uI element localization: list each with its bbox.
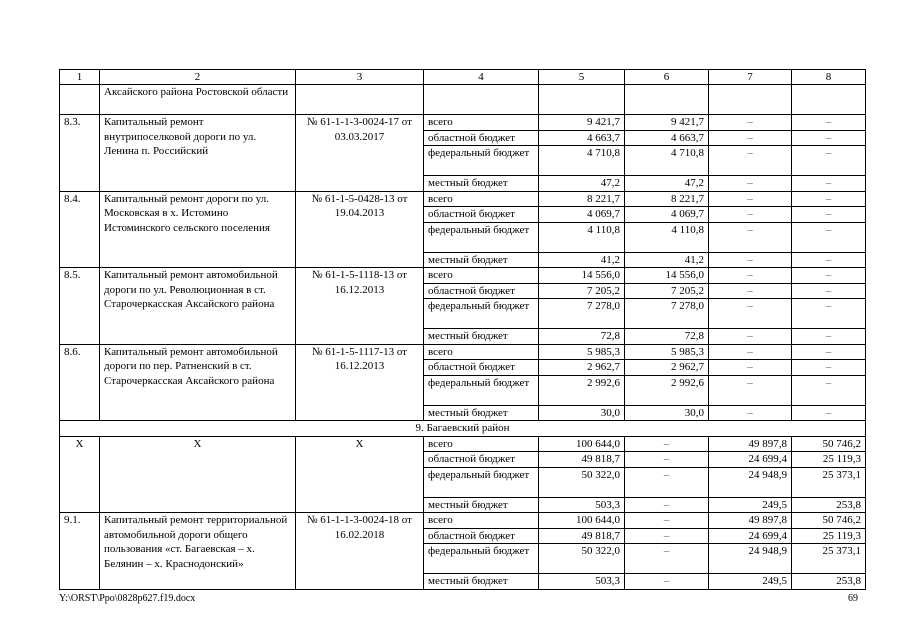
value-col5: 14 556,0	[539, 268, 625, 284]
value-col8: 50 746,2	[792, 436, 866, 452]
item-document: № 61-1-1-3-0024-18 от 16.02.2018	[296, 513, 424, 590]
value-col8: –	[792, 329, 866, 345]
value-col6: 7 205,2	[625, 283, 709, 299]
value-col5: 50 322,0	[539, 467, 625, 497]
value-col5: 9 421,7	[539, 115, 625, 131]
header-cell: 2	[100, 70, 296, 85]
header-cell: 8	[792, 70, 866, 85]
item-document: № 61-1-5-1117-13 от 16.12.2013	[296, 344, 424, 421]
value-col7: 249,5	[709, 574, 792, 590]
funding-source: областной бюджет	[424, 207, 539, 223]
item-document: № 61-1-5-1118-13 от 16.12.2013	[296, 268, 424, 345]
value-col7: 24 948,9	[709, 467, 792, 497]
funding-source: областной бюджет	[424, 528, 539, 544]
funding-source: областной бюджет	[424, 283, 539, 299]
value-col6: 47,2	[625, 176, 709, 192]
value-col6: 7 278,0	[625, 299, 709, 329]
section-title: 9. Багаевский район	[60, 421, 866, 437]
table-row	[60, 268, 866, 284]
value-col8: 25 373,1	[792, 467, 866, 497]
value-col5: 49 818,7	[539, 528, 625, 544]
value-col8: 25 119,3	[792, 528, 866, 544]
value-col6: 2 962,7	[625, 360, 709, 376]
item-name: Капитальный ремонт территориальной автомобильной дороги общего пользования «ст. Багаевская – х. Белянин – х. Краснодонский»	[100, 513, 296, 590]
funding-source: местный бюджет	[424, 405, 539, 421]
value-col5: 49 818,7	[539, 452, 625, 468]
funding-source: местный бюджет	[424, 252, 539, 268]
item-number: 9.1.	[60, 513, 100, 590]
item-name: Капитальный ремонт автомобильной дороги по ул. Революционная в ст. Старочеркасская Аксайского района	[100, 268, 296, 345]
header-cell: 4	[424, 70, 539, 85]
value-col6: –	[625, 544, 709, 574]
value-col8: –	[792, 360, 866, 376]
funding-source: всего	[424, 268, 539, 284]
funding-source: всего	[424, 115, 539, 131]
table-row	[60, 344, 866, 360]
funding-source: федеральный бюджет	[424, 375, 539, 405]
value-col5: 2 992,6	[539, 375, 625, 405]
value-col6: –	[625, 513, 709, 529]
funding-source: всего	[424, 191, 539, 207]
value-col6: 14 556,0	[625, 268, 709, 284]
value-col5: 4 110,8	[539, 222, 625, 252]
document-page	[59, 69, 866, 590]
item-name: Капитальный ремонт автомобильной дороги по пер. Ратненский в ст. Старочеркасская Аксайского района	[100, 344, 296, 421]
table-row	[60, 513, 866, 529]
value-col8: –	[792, 268, 866, 284]
funding-source: областной бюджет	[424, 130, 539, 146]
table-row	[60, 115, 866, 131]
header-cell: 5	[539, 70, 625, 85]
value-col5: 50 322,0	[539, 544, 625, 574]
funding-source: всего	[424, 513, 539, 529]
header-row	[60, 70, 866, 85]
value-col6: 9 421,7	[625, 115, 709, 131]
value-col8: –	[792, 252, 866, 268]
value-col7: –	[709, 268, 792, 284]
funding-source: местный бюджет	[424, 176, 539, 192]
value-col7: –	[709, 146, 792, 176]
value-col7: –	[709, 375, 792, 405]
value-col5: 100 644,0	[539, 513, 625, 529]
value-col5: 503,3	[539, 574, 625, 590]
value-col6: 2 992,6	[625, 375, 709, 405]
value-col8: –	[792, 405, 866, 421]
value-col5: 7 205,2	[539, 283, 625, 299]
value-col8: 50 746,2	[792, 513, 866, 529]
value-col8: –	[792, 115, 866, 131]
value-col7: –	[709, 344, 792, 360]
funding-source: федеральный бюджет	[424, 146, 539, 176]
header-cell: 1	[60, 70, 100, 85]
value-col7: –	[709, 360, 792, 376]
value-col6: 4 663,7	[625, 130, 709, 146]
budget-table	[59, 69, 866, 590]
item-number: 8.4.	[60, 191, 100, 268]
item-name: Капитальный ремонт дороги по ул. Московская в х. Истомино Истоминского сельского поселения	[100, 191, 296, 268]
value-col5: 100 644,0	[539, 436, 625, 452]
value-col8: –	[792, 222, 866, 252]
funding-source: местный бюджет	[424, 497, 539, 513]
value-col5: 41,2	[539, 252, 625, 268]
item-number: 8.6.	[60, 344, 100, 421]
value-col5: 4 663,7	[539, 130, 625, 146]
funding-source: всего	[424, 436, 539, 452]
value-col6: –	[625, 467, 709, 497]
value-col7: 24 699,4	[709, 452, 792, 468]
value-col8: –	[792, 375, 866, 405]
value-col8: –	[792, 299, 866, 329]
value-col7: 249,5	[709, 497, 792, 513]
value-col7: 49 897,8	[709, 436, 792, 452]
value-col6: –	[625, 436, 709, 452]
value-col8: –	[792, 146, 866, 176]
value-col5: 5 985,3	[539, 344, 625, 360]
continuation-row	[60, 85, 866, 115]
value-col6: –	[625, 497, 709, 513]
continuation-text: Аксайского района Ростовской области	[100, 85, 296, 115]
value-col6: 5 985,3	[625, 344, 709, 360]
value-col8: 253,8	[792, 497, 866, 513]
funding-source: федеральный бюджет	[424, 544, 539, 574]
funding-source: федеральный бюджет	[424, 299, 539, 329]
item-number: 8.3.	[60, 115, 100, 192]
funding-source: областной бюджет	[424, 452, 539, 468]
value-col6: 8 221,7	[625, 191, 709, 207]
funding-source: всего	[424, 344, 539, 360]
item-document: № 61-1-5-0428-13 от 19.04.2013	[296, 191, 424, 268]
section-title-row	[60, 421, 866, 437]
item-name: Капитальный ремонт внутрипоселковой дороги по ул. Ленина п. Российский	[100, 115, 296, 192]
value-col7: –	[709, 283, 792, 299]
value-col8: –	[792, 191, 866, 207]
value-col5: 72,8	[539, 329, 625, 345]
value-col7: –	[709, 207, 792, 223]
value-col5: 8 221,7	[539, 191, 625, 207]
value-col8: –	[792, 283, 866, 299]
value-col8: –	[792, 207, 866, 223]
table-row	[60, 436, 866, 452]
value-col6: 4 069,7	[625, 207, 709, 223]
value-col6: –	[625, 574, 709, 590]
item-name: X	[100, 436, 296, 513]
value-col8: –	[792, 344, 866, 360]
value-col6: –	[625, 528, 709, 544]
value-col5: 7 278,0	[539, 299, 625, 329]
value-col7: –	[709, 191, 792, 207]
value-col7: –	[709, 299, 792, 329]
value-col7: 49 897,8	[709, 513, 792, 529]
value-col5: 30,0	[539, 405, 625, 421]
header-cell: 3	[296, 70, 424, 85]
value-col5: 4 069,7	[539, 207, 625, 223]
value-col8: 253,8	[792, 574, 866, 590]
value-col6: 30,0	[625, 405, 709, 421]
value-col8: –	[792, 176, 866, 192]
funding-source: местный бюджет	[424, 329, 539, 345]
value-col5: 47,2	[539, 176, 625, 192]
funding-source: федеральный бюджет	[424, 467, 539, 497]
value-col7: 24 699,4	[709, 528, 792, 544]
value-col6: 4 710,8	[625, 146, 709, 176]
funding-source: местный бюджет	[424, 574, 539, 590]
item-document: X	[296, 436, 424, 513]
funding-source: областной бюджет	[424, 360, 539, 376]
value-col8: 25 119,3	[792, 452, 866, 468]
value-col5: 2 962,7	[539, 360, 625, 376]
footer-file-path: Y:\ORST\Ppo\0828p627.f19.docx	[59, 593, 196, 604]
header-cell: 7	[709, 70, 792, 85]
value-col7: –	[709, 405, 792, 421]
value-col7: 24 948,9	[709, 544, 792, 574]
header-cell: 6	[625, 70, 709, 85]
value-col7: –	[709, 329, 792, 345]
table-row	[60, 191, 866, 207]
item-number: 8.5.	[60, 268, 100, 345]
funding-source: федеральный бюджет	[424, 222, 539, 252]
value-col6: 4 110,8	[625, 222, 709, 252]
footer-page-number: 69	[848, 593, 858, 604]
value-col5: 4 710,8	[539, 146, 625, 176]
value-col6: 41,2	[625, 252, 709, 268]
value-col7: –	[709, 130, 792, 146]
value-col6: 72,8	[625, 329, 709, 345]
value-col7: –	[709, 115, 792, 131]
value-col6: –	[625, 452, 709, 468]
value-col8: 25 373,1	[792, 544, 866, 574]
value-col7: –	[709, 252, 792, 268]
value-col7: –	[709, 176, 792, 192]
value-col5: 503,3	[539, 497, 625, 513]
item-document: № 61-1-1-3-0024-17 от 03.03.2017	[296, 115, 424, 192]
value-col8: –	[792, 130, 866, 146]
value-col7: –	[709, 222, 792, 252]
item-number: X	[60, 436, 100, 513]
